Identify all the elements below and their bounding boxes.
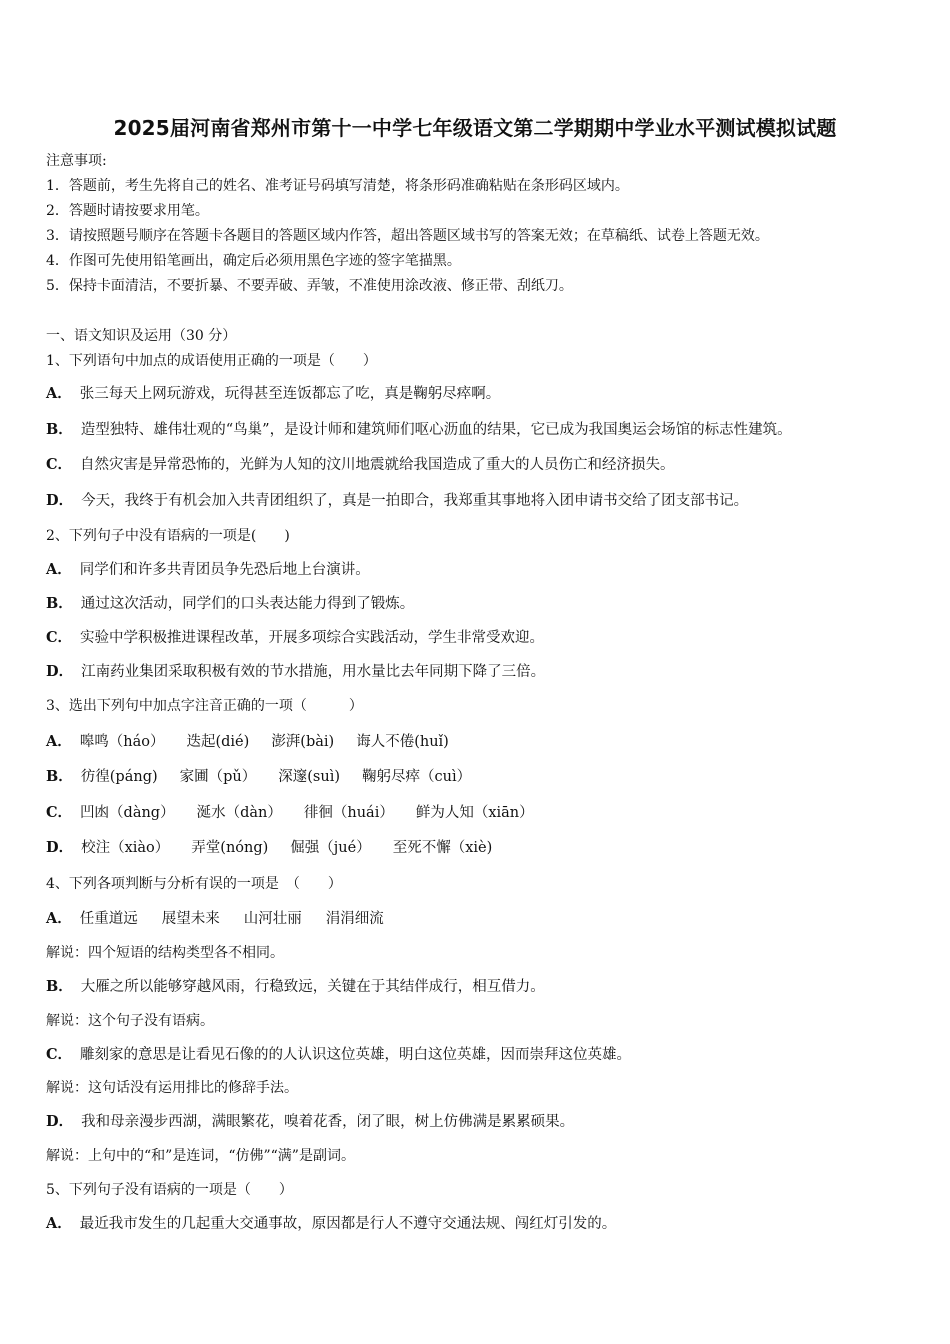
option-label: C． xyxy=(46,629,73,646)
pinyin-item: 彷徨(páng) xyxy=(80,769,158,785)
pinyin-item: 徘徊（huái） xyxy=(303,805,394,821)
pinyin-item: 弄堂(nóng) xyxy=(191,840,269,856)
pinyin-item: 涎水（dàn） xyxy=(196,805,282,821)
phrase-item: 涓涓细流 xyxy=(325,911,384,927)
option-label: A． xyxy=(46,733,72,750)
question-4-stem: 4、下列各项判断与分析有误的一项是 （ ） xyxy=(46,876,342,892)
option-text: 今天，我终于有机会加入共青团组织了，真是一拍即合，我郑重其事地将入团申请书交给了团支部书记。 xyxy=(81,493,749,509)
notice-item: 2．答题时请按要求用笔。 xyxy=(46,203,209,219)
pinyin-item: 澎湃(bài) xyxy=(271,734,335,750)
question-3-stem: 3、选出下列句中加点字注音正确的一项（ ） xyxy=(46,698,363,714)
option-label: B． xyxy=(46,595,73,612)
option-label: A． xyxy=(46,385,72,402)
question-4-option-d xyxy=(46,1112,574,1132)
option-text: 造型独特、雄伟壮观的“鸟巢”，是设计师和建筑师们呕心沥血的结果，它已成为我国奥运会场馆的标志性建筑。 xyxy=(80,422,792,438)
phrase-item: 展望未来 xyxy=(161,911,220,927)
option-label: A． xyxy=(46,910,72,927)
pinyin-item: 鞠躬尽瘁（cuì） xyxy=(362,769,472,785)
option-label: D． xyxy=(46,663,74,680)
question-1-option-b xyxy=(46,420,792,440)
question-2-option-d xyxy=(46,662,545,682)
option-label: D． xyxy=(46,492,74,509)
option-label: C． xyxy=(46,456,73,473)
option-text: 通过这次活动，同学们的口头表达能力得到了锻炼。 xyxy=(80,596,415,612)
pinyin-item: 鲜为人知（xiān） xyxy=(415,805,534,821)
option-label: A． xyxy=(46,561,72,578)
question-1-stem: 1、下列语句中加点的成语使用正确的一项是（ ） xyxy=(46,353,377,369)
question-2-option-a xyxy=(46,560,370,580)
option-text: 张三每天上网玩游戏，玩得甚至连饭都忘了吃，真是鞠躬尽瘁啊。 xyxy=(79,386,501,402)
question-4-option-a xyxy=(46,909,408,929)
option-text: 自然灾害是异常恐怖的，光鲜为人知的汶川地震就给我国造成了重大的人员伤亡和经济损失。 xyxy=(80,457,675,473)
option-label: B． xyxy=(46,978,73,995)
notice-heading: 注意事项: xyxy=(46,153,107,169)
question-4-option-c xyxy=(46,1045,631,1065)
phrase-item: 山河壮丽 xyxy=(243,911,302,927)
option-label: B． xyxy=(46,768,73,785)
notice-item: 3．请按照题号顺序在答题卡各题目的答题区域内作答，超出答题区域书写的答案无效；在草稿纸、试卷上答题无效。 xyxy=(46,228,769,244)
question-4-note-a: 解说：四个短语的结构类型各不相同。 xyxy=(46,945,284,961)
question-1-option-d xyxy=(46,491,748,511)
pinyin-item: 深邃(suì) xyxy=(278,769,340,785)
pinyin-item: 倔强（jué） xyxy=(290,840,371,856)
option-text: 我和母亲漫步西湖，满眼繁花，嗅着花香，闭了眼，树上仿佛满是累累硕果。 xyxy=(81,1114,575,1130)
pinyin-item: 诲人不倦(huǐ) xyxy=(356,734,449,750)
option-text: 最近我市发生的几起重大交通事故，原因都是行人不遵守交通法规、闯红灯引发的。 xyxy=(79,1216,617,1232)
question-4-option-b xyxy=(46,977,545,997)
question-5-stem: 5、下列句子没有语病的一项是（ ） xyxy=(46,1182,293,1198)
option-text: 实验中学积极推进课程改革，开展多项综合实践活动，学生非常受欢迎。 xyxy=(80,630,545,646)
section-heading: 一、语文知识及运用（30 分） xyxy=(46,328,237,344)
question-3-option-b xyxy=(46,767,471,787)
pinyin-item: 家圃（pǔ） xyxy=(179,769,257,785)
phrase-item: 任重道远 xyxy=(79,911,138,927)
option-label: C． xyxy=(46,1046,73,1063)
question-4-note-b: 解说：这个句子没有语病。 xyxy=(46,1013,214,1029)
pinyin-item: 嗥鸣（háo） xyxy=(79,734,165,750)
option-text: 同学们和许多共青团员争先恐后地上台演讲。 xyxy=(79,562,370,578)
page-title: 2025届河南省郑州市第十一中学七年级语文第二学期期中学业水平测试模拟试题 xyxy=(113,116,837,140)
question-2-stem: 2、下列句子中没有语病的一项是( ) xyxy=(46,528,290,544)
question-3-option-c xyxy=(46,803,534,823)
notice-item: 4．作图可先使用铅笔画出，确定后必须用黑色字迹的签字笔描黑。 xyxy=(46,253,461,269)
question-1-option-c xyxy=(46,455,675,475)
notice-item: 1．答题前，考生先将自己的姓名、准考证号码填写清楚，将条形码准确粘贴在条形码区域内。 xyxy=(46,178,629,194)
option-label: D． xyxy=(46,839,74,856)
question-2-option-b xyxy=(46,594,414,614)
option-label: C． xyxy=(46,804,73,821)
pinyin-item: 校注（xiào） xyxy=(81,840,170,856)
question-3-option-d xyxy=(46,838,492,858)
question-4-note-d: 解说：上句中的“和”是连词，“仿佛”“满”是副词。 xyxy=(46,1148,355,1164)
question-1-option-a xyxy=(46,384,500,404)
question-2-option-c xyxy=(46,628,544,648)
pinyin-item: 至死不懈（xiè) xyxy=(392,840,493,856)
option-text: 大雁之所以能够穿越风雨，行稳致远，关键在于其结伴成行，相互借力。 xyxy=(80,979,545,995)
question-4-note-c: 解说：这句话没有运用排比的修辞手法。 xyxy=(46,1080,298,1096)
option-label: B． xyxy=(46,421,73,438)
option-label: A． xyxy=(46,1215,72,1232)
option-text: 雕刻家的意思是让看见石像的的人认识这位英雄，明白这位英雄，因而崇拜这位英雄。 xyxy=(80,1047,632,1063)
pinyin-item: 凹凼（dàng） xyxy=(80,805,175,821)
notice-item: 5．保持卡面清洁，不要折暴、不要弄破、弄皱，不准使用涂改液、修正带、刮纸刀。 xyxy=(46,278,573,294)
pinyin-item: 迭起(dié) xyxy=(186,734,250,750)
option-label: D． xyxy=(46,1113,74,1130)
question-3-option-a xyxy=(46,732,449,752)
option-text: 江南药业集团采取积极有效的节水措施，用水量比去年同期下降了三倍。 xyxy=(81,664,546,680)
question-5-option-a xyxy=(46,1214,616,1234)
